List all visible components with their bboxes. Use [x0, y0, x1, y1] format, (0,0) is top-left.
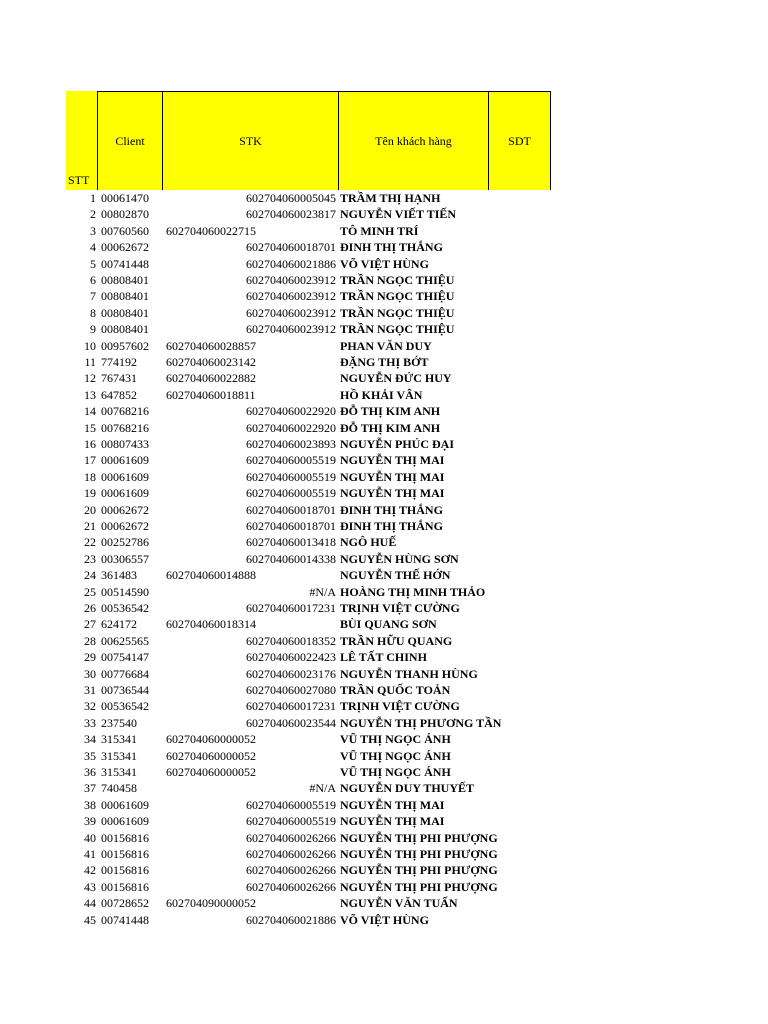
cell-client[interactable]: 00957602	[101, 338, 149, 353]
cell-customer-name[interactable]: NGUYỄN THỊ MAI	[340, 453, 445, 468]
cell-stt[interactable]: 21	[84, 519, 96, 533]
table-row	[66, 452, 551, 468]
table-row	[66, 649, 551, 665]
cell-client[interactable]: 315341	[101, 732, 137, 747]
cell-stk[interactable]: 602704060000052	[166, 748, 256, 763]
cell-client[interactable]: 00156816	[101, 863, 149, 878]
cell-stt[interactable]: 20	[84, 502, 96, 517]
cell-customer-name[interactable]: BÙI QUANG SƠN	[340, 617, 437, 632]
cell-stt[interactable]: 12	[84, 371, 96, 386]
cell-client[interactable]: 00736544	[101, 683, 149, 697]
table-row	[66, 682, 551, 698]
table-row	[66, 780, 551, 796]
cell-stk[interactable]: 602704060005045	[246, 191, 336, 205]
cell-customer-name[interactable]: NGUYỄN THỊ MAI	[340, 797, 445, 812]
cell-customer-name[interactable]: TRẦM THỊ HẠNH	[340, 191, 441, 205]
cell-stk[interactable]: 602704060000052	[166, 732, 256, 747]
table-row	[66, 485, 551, 501]
cell-customer-name[interactable]: TRẦN QUỐC TOẢN	[340, 683, 451, 697]
cell-stt[interactable]: 17	[84, 453, 96, 468]
cell-customer-name[interactable]: TÔ MINH TRÍ	[340, 223, 419, 238]
cell-stt[interactable]: 42	[84, 863, 96, 878]
cell-stk[interactable]: 602704060023176	[246, 666, 336, 681]
cell-stk[interactable]: 602704060018701	[246, 502, 336, 517]
table-row	[66, 846, 551, 862]
cell-stk[interactable]: 602704060022423	[246, 650, 336, 665]
cell-stk[interactable]: 602704060014888	[166, 568, 256, 583]
cell-stt[interactable]: 19	[84, 486, 96, 501]
cell-client[interactable]: 00808401	[101, 289, 149, 304]
cell-stt[interactable]: 33	[84, 715, 96, 730]
cell-stt[interactable]: 4	[90, 240, 96, 255]
table-row	[66, 354, 551, 370]
table-row	[66, 239, 551, 255]
cell-customer-name[interactable]: NGUYỄN THỊ PHI PHƯỢNG	[340, 879, 498, 894]
table-row	[66, 912, 551, 928]
cell-client[interactable]: 624172	[101, 617, 137, 632]
cell-client[interactable]: 00728652	[101, 896, 149, 911]
cell-stt[interactable]: 18	[84, 469, 96, 484]
cell-customer-name[interactable]: NGUYỄN THỊ MAI	[340, 814, 445, 829]
table-row	[66, 830, 551, 846]
cell-stk[interactable]: 602704060022920	[246, 420, 336, 435]
cell-client[interactable]: 00062672	[101, 502, 149, 517]
cell-customer-name[interactable]: NGUYỄN PHÚC ĐẠI	[340, 437, 454, 451]
table-row	[66, 698, 551, 714]
table-row	[66, 370, 551, 386]
cell-stt[interactable]: 3	[90, 223, 96, 238]
cell-stt[interactable]: 14	[84, 404, 96, 419]
cell-stt[interactable]: 34	[84, 732, 96, 747]
cell-stt[interactable]: 16	[84, 437, 96, 451]
cell-stt[interactable]: 25	[84, 584, 96, 599]
cell-stk[interactable]: 602704060021886	[246, 912, 336, 927]
cell-stk[interactable]: 602704060021886	[246, 256, 336, 271]
table-row	[66, 764, 551, 780]
cell-stk[interactable]: 602704060022715	[166, 223, 256, 238]
cell-stk[interactable]: 602704060018701	[246, 240, 336, 255]
cell-client[interactable]: 00252786	[101, 535, 149, 550]
cell-stt[interactable]: 26	[84, 601, 96, 615]
header-client[interactable]: Client	[97, 91, 162, 190]
table-row	[66, 879, 551, 895]
cell-customer-name[interactable]: NGUYỄN VIẾT TIẾN	[340, 207, 457, 222]
cell-client[interactable]: 361483	[101, 568, 137, 583]
cell-stk[interactable]: 602704060026266	[246, 879, 336, 894]
cell-client[interactable]: 00536542	[101, 699, 149, 714]
table-row	[66, 862, 551, 878]
cell-client[interactable]: 767431	[101, 371, 137, 386]
cell-stt[interactable]: 9	[90, 322, 96, 337]
table-row	[66, 895, 551, 911]
cell-customer-name[interactable]: VŨ THỊ NGỌC ÁNH	[340, 748, 451, 763]
cell-client[interactable]: 00808401	[101, 305, 149, 320]
cell-stt[interactable]: 40	[84, 830, 96, 845]
cell-stk[interactable]: #N/A	[309, 781, 336, 796]
cell-stt[interactable]: 41	[84, 847, 96, 861]
cell-customer-name[interactable]: NGUYỄN VĂN TUẤN	[340, 896, 458, 911]
cell-client[interactable]: 315341	[101, 765, 137, 779]
table-row	[66, 616, 551, 632]
table-row	[66, 338, 551, 354]
cell-stk[interactable]: 602704060028857	[166, 338, 256, 353]
table-row	[66, 502, 551, 518]
cell-customer-name[interactable]: TRẦN NGỌC THIỆU	[340, 289, 455, 304]
cell-client[interactable]: 00061609	[101, 486, 149, 501]
header-stt[interactable]: STT	[66, 91, 97, 190]
cell-stk[interactable]: 602704060023912	[246, 289, 336, 304]
cell-customer-name[interactable]: VÕ VIỆT HÙNG	[340, 256, 429, 271]
cell-customer-name[interactable]: NGUYỄN HÙNG SƠN	[340, 551, 459, 566]
table-row	[66, 272, 551, 288]
cell-customer-name[interactable]: NGUYỄN ĐỨC HUY	[340, 371, 452, 386]
cell-stk[interactable]: 602704060026266	[246, 863, 336, 878]
cell-customer-name[interactable]: TRẦN NGỌC THIỆU	[340, 305, 455, 320]
cell-customer-name[interactable]: NGÔ HUẾ	[340, 535, 397, 550]
cell-stk[interactable]: 602704060000052	[166, 765, 256, 779]
cell-stt[interactable]: 23	[84, 551, 96, 566]
cell-customer-name[interactable]: NGUYỄN THỊ PHI PHƯỢNG	[340, 863, 498, 878]
cell-stt[interactable]: 24	[84, 568, 96, 583]
table-row	[66, 748, 551, 764]
cell-stk[interactable]: 602704060026266	[246, 830, 336, 845]
cell-client[interactable]: 00536542	[101, 601, 149, 615]
cell-customer-name[interactable]: ĐẶNG THỊ BỚT	[340, 355, 429, 369]
cell-stk[interactable]: #N/A	[309, 584, 336, 599]
cell-customer-name[interactable]: NGUYỄN THỊ PHI PHƯỢNG	[340, 847, 498, 861]
cell-customer-name[interactable]: TRẦN NGỌC THIỆU	[340, 322, 455, 337]
cell-stk[interactable]: 602704090000052	[166, 896, 256, 911]
table-row	[66, 469, 551, 485]
cell-stt[interactable]: 5	[90, 256, 96, 271]
cell-stt[interactable]: 27	[84, 617, 96, 632]
header-sdt[interactable]: SDT	[488, 91, 551, 190]
cell-client[interactable]: 00776684	[101, 666, 149, 681]
table-row	[66, 420, 551, 436]
cell-customer-name[interactable]: ĐINH THỊ THẮNG	[340, 240, 443, 255]
table-row	[66, 715, 551, 731]
cell-client[interactable]: 00156816	[101, 847, 149, 861]
cell-client[interactable]: 00754147	[101, 650, 149, 665]
cell-stk[interactable]: 602704060026266	[246, 847, 336, 861]
cell-stt[interactable]: 6	[90, 273, 96, 287]
cell-customer-name[interactable]: TRẦN HỮU QUANG	[340, 633, 453, 648]
cell-client[interactable]: 740458	[101, 781, 137, 796]
cell-stt[interactable]: 10	[84, 338, 96, 353]
cell-stt[interactable]: 36	[84, 765, 96, 779]
cell-stt[interactable]: 30	[84, 666, 96, 681]
cell-stt[interactable]: 13	[84, 387, 96, 402]
cell-customer-name[interactable]: NGUYỄN THANH HÙNG	[340, 666, 478, 681]
cell-stk[interactable]: 602704060023912	[246, 322, 336, 337]
cell-client[interactable]: 00156816	[101, 879, 149, 894]
cell-customer-name[interactable]: TRỊNH VIỆT CƯỜNG	[340, 601, 460, 615]
table-row	[66, 403, 551, 419]
cell-stk[interactable]: 602704060013418	[246, 535, 336, 550]
table-row	[66, 551, 551, 567]
cell-customer-name[interactable]: HỒ KHẢI VÂN	[340, 387, 423, 402]
cell-customer-name[interactable]: NGUYỄN THỊ PHI PHƯỢNG	[340, 830, 498, 845]
cell-client[interactable]: 774192	[101, 355, 137, 369]
cell-client[interactable]: 00061609	[101, 469, 149, 484]
cell-stt[interactable]: 43	[84, 879, 96, 894]
cell-stk[interactable]: 602704060027080	[246, 683, 336, 697]
cell-client[interactable]: 00768216	[101, 420, 149, 435]
cell-client[interactable]: 00808401	[101, 322, 149, 337]
cell-customer-name[interactable]: ĐINH THỊ THẮNG	[340, 519, 443, 533]
cell-client[interactable]: 00061609	[101, 814, 149, 829]
cell-stk[interactable]: 602704060018314	[166, 617, 256, 632]
table-row	[66, 813, 551, 829]
table-row	[66, 321, 551, 337]
cell-stt[interactable]: 8	[90, 305, 96, 320]
cell-stt[interactable]: 11	[84, 355, 96, 369]
table-row	[66, 190, 551, 206]
cell-stt[interactable]: 31	[84, 683, 96, 697]
cell-stt[interactable]: 28	[84, 633, 96, 648]
cell-stk[interactable]: 602704060023817	[246, 207, 336, 222]
cell-client[interactable]: 00062672	[101, 240, 149, 255]
cell-client[interactable]: 00760560	[101, 223, 149, 238]
table-row	[66, 797, 551, 813]
cell-stk[interactable]: 602704060023142	[166, 355, 256, 369]
cell-stt[interactable]: 39	[84, 814, 96, 829]
cell-customer-name[interactable]: TRỊNH VIỆT CƯỜNG	[340, 699, 460, 714]
cell-stk[interactable]: 602704060023544	[246, 715, 336, 730]
table-row	[66, 288, 551, 304]
cell-stk[interactable]: 602704060023912	[246, 273, 336, 287]
cell-stt[interactable]: 7	[90, 289, 96, 304]
cell-stt[interactable]: 45	[84, 912, 96, 927]
cell-stk[interactable]: 602704060018811	[166, 387, 256, 402]
table-row	[66, 436, 551, 452]
cell-stk[interactable]: 602704060018701	[246, 519, 336, 533]
cell-stk[interactable]: 602704060023893	[246, 437, 336, 451]
cell-stt[interactable]: 22	[84, 535, 96, 550]
cell-stk[interactable]: 602704060017231	[246, 699, 336, 714]
cell-client[interactable]: 00807433	[101, 437, 149, 451]
cell-stk[interactable]: 602704060018352	[246, 633, 336, 648]
cell-client[interactable]: 00061609	[101, 797, 149, 812]
cell-stt[interactable]: 2	[90, 207, 96, 222]
cell-client[interactable]: 00625565	[101, 633, 149, 648]
cell-stk[interactable]: 602704060005519	[246, 797, 336, 812]
cell-customer-name[interactable]: NGUYỄN DUY THUYẾT	[340, 781, 475, 796]
cell-customer-name[interactable]: PHAN VĂN DUY	[340, 338, 432, 353]
cell-stk[interactable]: 602704060022920	[246, 404, 336, 419]
cell-client[interactable]: 00741448	[101, 256, 149, 271]
cell-stt[interactable]: 35	[84, 748, 96, 763]
cell-stt[interactable]: 38	[84, 797, 96, 812]
header-stk[interactable]: STK	[162, 91, 338, 190]
cell-stk[interactable]: 602704060022882	[166, 371, 256, 386]
cell-customer-name[interactable]: ĐINH THỊ THẮNG	[340, 502, 443, 517]
cell-stt[interactable]: 29	[84, 650, 96, 665]
cell-client[interactable]: 00768216	[101, 404, 149, 419]
cell-client[interactable]: 00741448	[101, 912, 149, 927]
cell-client[interactable]: 237540	[101, 715, 137, 730]
table-row	[66, 600, 551, 616]
cell-client[interactable]: 00808401	[101, 273, 149, 287]
cell-client[interactable]: 00306557	[101, 551, 149, 566]
cell-customer-name[interactable]: VÕ VIỆT HÙNG	[340, 912, 429, 927]
cell-stt[interactable]: 15	[84, 420, 96, 435]
cell-stk[interactable]: 602704060005519	[246, 486, 336, 501]
cell-customer-name[interactable]: NGUYỄN THỊ MAI	[340, 486, 445, 501]
cell-customer-name[interactable]: ĐỖ THỊ KIM ANH	[340, 420, 441, 435]
cell-customer-name[interactable]: HOÀNG THỊ MINH THẢO	[340, 584, 486, 599]
table-row	[66, 731, 551, 747]
table-row	[66, 567, 551, 583]
table-row	[66, 534, 551, 550]
cell-client[interactable]: 00061470	[101, 191, 149, 205]
cell-stt[interactable]: 44	[84, 896, 96, 911]
cell-customer-name[interactable]: ĐỖ THỊ KIM ANH	[340, 404, 441, 419]
cell-customer-name[interactable]: LÊ TẤT CHINH	[340, 650, 427, 665]
cell-customer-name[interactable]: NGUYỄN THẾ HỚN	[340, 568, 451, 583]
cell-customer-name[interactable]: VŨ THỊ NGỌC ÁNH	[340, 765, 451, 779]
cell-stk[interactable]: 602704060005519	[246, 469, 336, 484]
table-row	[66, 666, 551, 682]
cell-client[interactable]: 647852	[101, 387, 137, 402]
cell-customer-name[interactable]: NGUYỄN THỊ MAI	[340, 469, 445, 484]
cell-client[interactable]: 315341	[101, 748, 137, 763]
cell-customer-name[interactable]: VŨ THỊ NGỌC ÁNH	[340, 732, 451, 747]
cell-stk[interactable]: 602704060014338	[246, 551, 336, 566]
cell-client[interactable]: 00514590	[101, 584, 149, 599]
cell-client[interactable]: 00062672	[101, 519, 149, 533]
table-row	[66, 518, 551, 534]
cell-stk[interactable]: 602704060005519	[246, 814, 336, 829]
table-row	[66, 223, 551, 239]
table-row	[66, 305, 551, 321]
table-row	[66, 584, 551, 600]
table-row	[66, 206, 551, 222]
table-row	[66, 633, 551, 649]
cell-customer-name[interactable]: NGUYỄN THỊ PHƯƠNG TẦN	[340, 715, 502, 730]
cell-stk[interactable]: 602704060017231	[246, 601, 336, 615]
table-row	[66, 387, 551, 403]
cell-customer-name[interactable]: TRẦN NGỌC THIỆU	[340, 273, 455, 287]
cell-stk[interactable]: 602704060005519	[246, 453, 336, 468]
header-customer-name[interactable]: Tên khách hàng	[338, 91, 488, 190]
header-row	[66, 91, 551, 190]
cell-stt[interactable]: 32	[84, 699, 96, 714]
cell-stt[interactable]: 1	[90, 191, 96, 205]
table-row	[66, 256, 551, 272]
cell-stk[interactable]: 602704060023912	[246, 305, 336, 320]
cell-stt[interactable]: 37	[84, 781, 96, 796]
cell-client[interactable]: 00802870	[101, 207, 149, 222]
cell-client[interactable]: 00061609	[101, 453, 149, 468]
cell-client[interactable]: 00156816	[101, 830, 149, 845]
